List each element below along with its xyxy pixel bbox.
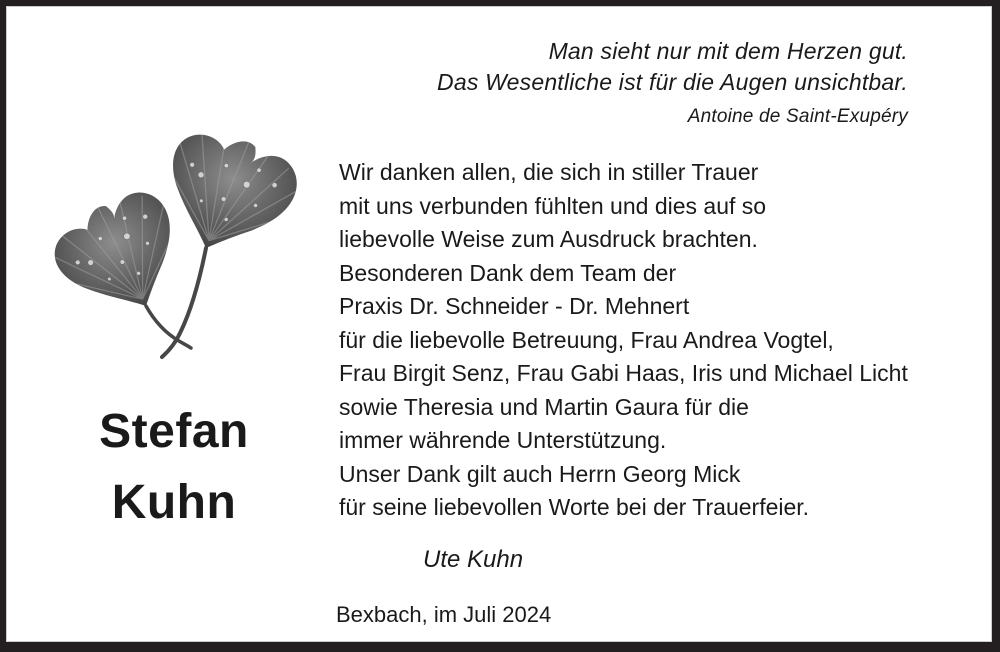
thanks-line: für die liebevolle Betreuung, Frau Andrea Vogtel, <box>339 326 834 353</box>
thanks-line: Praxis Dr. Schneider - Dr. Mehnert <box>339 293 690 319</box>
thanks-line: Besonderen Dank dem Team der <box>339 259 677 286</box>
thanks-line: sowie Theresia und Martin Gaura für die <box>339 393 749 420</box>
thanks-line: Unser Dank gilt auch Herrn Georg Mick <box>339 460 741 487</box>
thanks-line: mit uns verbunden fühlten und dies auf so <box>339 192 767 219</box>
thanks-text <box>339 156 908 525</box>
deceased-last-name: Kuhn <box>111 476 237 529</box>
thanks-line: Frau Birgit Senz, Frau Gabi Haas, Iris und Michael Licht <box>339 360 908 386</box>
quote-line-1: Man sieht nur mit dem Herzen gut. <box>548 38 908 64</box>
deceased-name <box>64 396 284 538</box>
place-date: Bexbach, im Juli 2024 <box>336 602 552 627</box>
signature-name: Ute Kuhn <box>423 546 524 573</box>
deceased-first-name: Stefan <box>99 405 249 458</box>
quote-attribution: Antoine de Saint-Exupéry <box>687 106 908 127</box>
quote-line-2: Das Wesentliche ist für die Augen unsichtbar. <box>437 69 908 95</box>
ginkgo-leaves-image <box>51 126 311 368</box>
leaf-stem-right <box>162 248 206 357</box>
thanks-line: immer währende Unterstützung. <box>339 427 667 453</box>
thanks-line: Wir danken allen, die sich in stiller Trauer <box>339 159 759 185</box>
thanks-line: liebevolle Weise zum Ausdruck brachten. <box>339 226 758 252</box>
thanks-line: für seine liebevollen Worte bei der Trauerfeier. <box>339 494 810 520</box>
quote-block <box>437 36 908 132</box>
